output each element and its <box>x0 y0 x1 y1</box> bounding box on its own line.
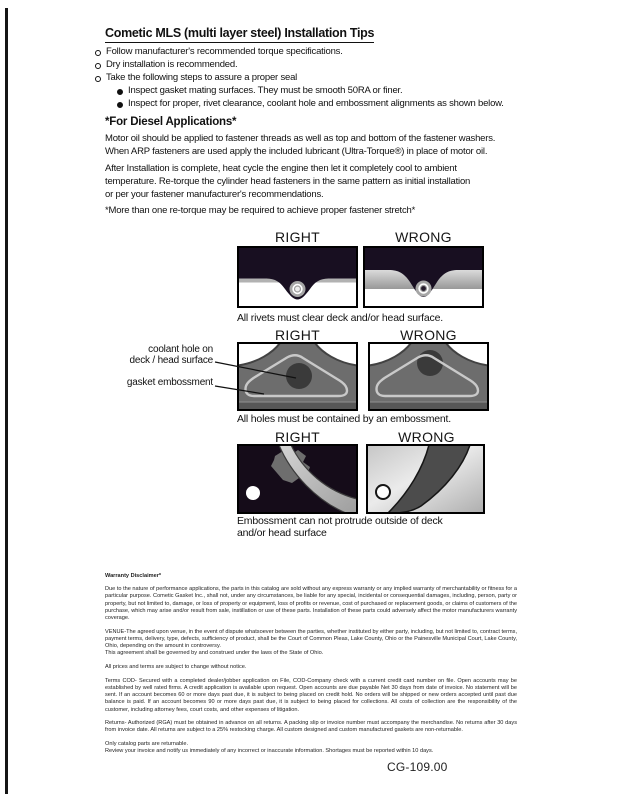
prices-line: All prices and terms are subject to change without notice. <box>105 664 247 671</box>
warranty-section <box>105 573 517 762</box>
open-bullet-icon <box>95 63 101 69</box>
protrude-wrong-figure <box>366 444 485 514</box>
tip-item <box>95 72 504 85</box>
emboss-caption: All holes must be contained by an embossment. <box>237 413 451 425</box>
tip-text: Follow manufacturer's recommended torque specifications. <box>106 46 343 57</box>
tip-text: Dry installation is recommended. <box>106 58 238 70</box>
tip-subitem <box>117 98 504 111</box>
caption-line: and/or head surface <box>237 526 327 539</box>
scan-edge-line <box>5 8 8 794</box>
tip-item <box>95 46 504 59</box>
diesel-heading: *For Diesel Applications* <box>105 116 237 128</box>
terms-cod-paragraph: Terms COD- Secured with a completed dealer/jobber application on File, COD-Company check with a current credit card number on file. Open accounts may be established by well rated firms. A credit application is available upon request. Open accounts are due payable Net 30 days from date of invoice. No statement will be sent. If an account becomes 60 or more days past due, it is subject to being placed on credit hold. No orders will be shipped or new orders accepted until past due balance is paid. If an account becomes 90 or more days past due, it is subject to being placed for collections. All costs of collection are the responsibility of the customer, including attorney fees, court costs, and other expenses of litigation. <box>105 677 517 713</box>
diesel-paragraph-2 <box>105 162 470 202</box>
only-catalog-line: Only catalog parts are returnable. <box>105 741 189 748</box>
warranty-heading: Warranty Disclaimer* <box>105 573 162 579</box>
right-label: RIGHT <box>274 229 321 245</box>
rivet-caption: All rivets must clear deck and/or head surface. <box>237 312 443 324</box>
annotation-line: coolant hole on <box>148 344 213 355</box>
filled-bullet-icon <box>117 102 123 108</box>
doc-code: CG-109.00 <box>387 760 448 774</box>
paragraph-line: When ARP fasteners are used apply the included lubricant (Ultra-Torque®) in place of motor oil. <box>105 146 488 158</box>
installation-tips-list <box>95 46 504 110</box>
wrong-label: WRONG <box>398 429 455 445</box>
annotation-coolant-hole <box>88 345 213 367</box>
diesel-paragraph-1 <box>105 132 495 158</box>
tip-text: Inspect gasket mating surfaces. They must be smooth 50RA or finer. <box>128 84 403 96</box>
wrong-label: WRONG <box>400 327 457 343</box>
right-label: RIGHT <box>274 327 321 343</box>
annotation-line: gasket embossment <box>126 377 213 388</box>
warranty-venue-paragraph: VENUE-The agreed upon venue, in the event of dispute whatsoever between the parties, whether instituted by either party, including, but not limited to, contract terms, payment terms, delivery, type, defects, sufficiency of product, shall be the Court of Common Pleas, Lake County, Ohio or the Painesville Municipal Court, Lake County, Ohio, depending on the amount in controversy. <box>105 628 517 650</box>
right-label: RIGHT <box>274 429 321 445</box>
paragraph-line: After Installation is complete, heat cycle the engine then let it completely cool to ambient <box>105 163 457 174</box>
coolant-hole-wrong-figure <box>368 342 489 411</box>
paragraph-line: Motor oil should be applied to fastener threads as well as top and bottom of the fastener washers. <box>105 133 496 144</box>
protrude-right-figure <box>237 444 358 514</box>
tip-subitem <box>117 85 504 98</box>
rivet-clearance-right-figure <box>237 246 358 308</box>
tip-text: Take the following steps to assure a proper seal <box>106 71 298 83</box>
paragraph-line: or per your fastener manufacturer's recommendations. <box>105 189 324 201</box>
coolant-hole-right-figure <box>237 342 358 411</box>
warranty-governed-line: This agreement shall be governed by and construed under the laws of the State of Ohio. <box>105 650 324 657</box>
open-bullet-icon <box>95 50 101 56</box>
tip-item <box>95 59 504 72</box>
caption-line: Embossment can not protrude outside of deck <box>237 515 443 527</box>
annotation-gasket-embossment <box>88 378 213 389</box>
wrong-label: WRONG <box>395 229 452 245</box>
paragraph-line: temperature. Re-torque the cylinder head fasteners in the same pattern as initial installation <box>105 176 471 188</box>
returns-paragraph: Returns- Authorized (RGA) must be obtained in advance on all returns. A packing slip or invoice number must accompany the merchandise. No returns after 30 days from invoice date. All returns are subject to a 25% restocking charge. All custom designed and custom manufactured gaskets are non-returnable. <box>105 720 517 734</box>
page-title: Cometic MLS (multi layer steel) Installation Tips <box>105 26 374 43</box>
warranty-liability-paragraph: Due to the nature of performance applications, the parts in this catalog are sold without any express warranty or any implied warranty of merchantability or fitness for a particular purpose. Cometic Gasket Inc., shall not, under any circumstances, be liable for any special, incidental or consequential damages, including, person, party or property, but not limited to, damage, or loss of property or equipment, loss of profits or revenue, cost of purchased or replacement goods, or claims of customers of the purchase, which may arise and/or result from sale, instillation or use of these parts. Installation of these parts could adversely affect the motor manufacturers warranty coverage. <box>105 586 517 622</box>
retorque-note: *More than one re-torque may be required to achieve proper fastener stretch* <box>105 205 416 216</box>
open-bullet-icon <box>95 76 101 82</box>
rivet-clearance-wrong-figure <box>363 246 484 308</box>
protrude-caption <box>237 516 443 539</box>
review-invoice-line: Review your invoice and notify us immediately of any incorrect or inaccurate information. Shortages must be reported within 10 days. <box>105 748 434 755</box>
filled-bullet-icon <box>117 89 123 95</box>
annotation-line: deck / head surface <box>129 354 213 366</box>
tip-text: Inspect for proper, rivet clearance, coolant hole and embossment alignments as shown below. <box>128 97 504 109</box>
